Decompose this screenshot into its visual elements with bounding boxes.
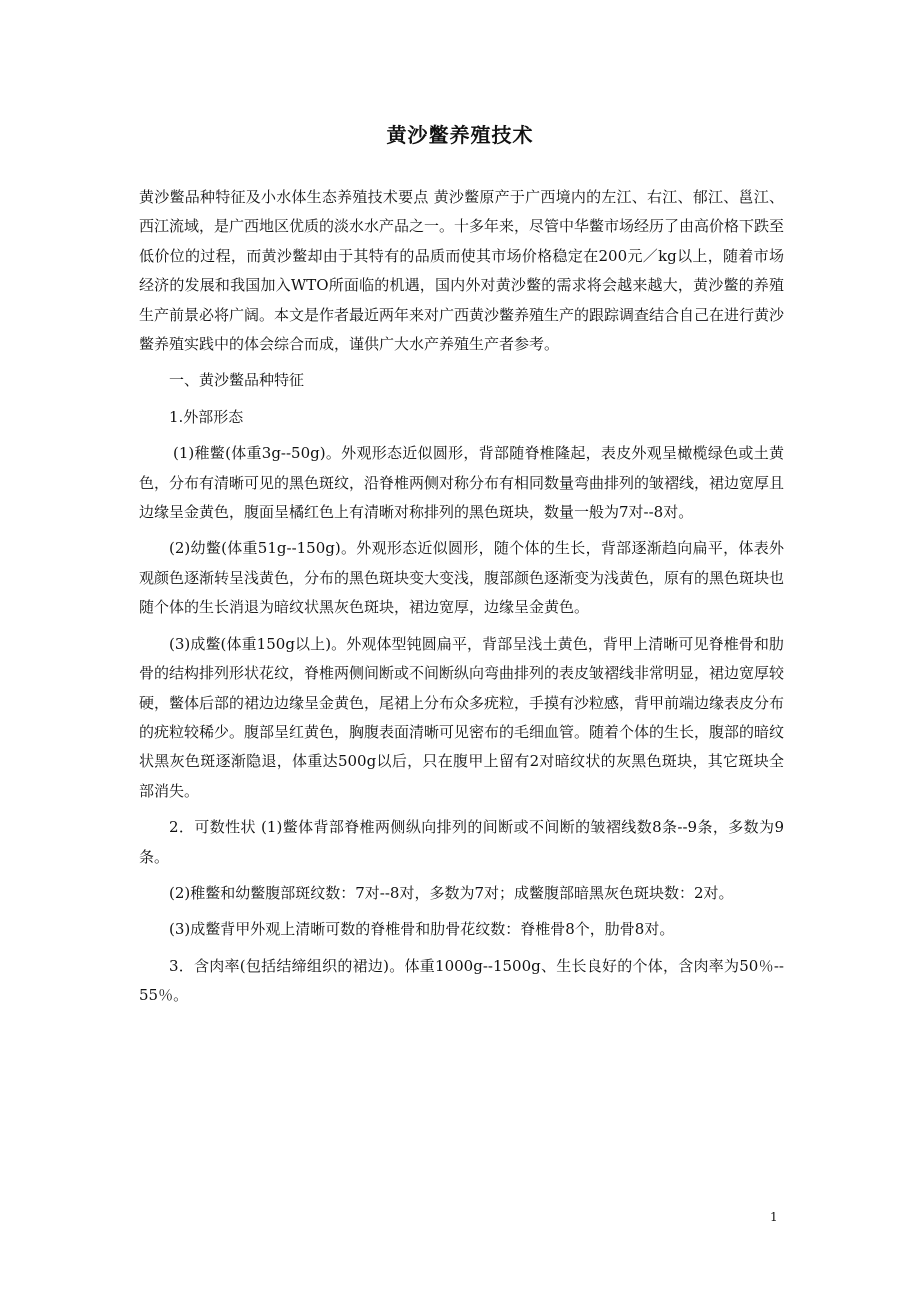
document-body — [139, 183, 784, 1018]
paragraph-meat-rate: 3．含肉率(包括结缔组织的裙边)。体重1000g--1500g、生长良好的个体，含肉率为50％--55％。 — [139, 956, 784, 1005]
paragraph-adult: (3)成鳖(体重150g以上)。外观体型钝圆扁平，背部呈浅土黄色，背甲上清晰可见脊椎骨和肋骨的结构排列形状花纹，脊椎两侧间断或不间断纵向弯曲排列的表皮皱褶线非常明显，裙边宽厚较硬，鳖体后部的裙边边缘呈金黄色，尾裙上分布众多疣粒，手摸有沙粒感，背甲前端边缘表皮分布的疣粒较稀少。腹部呈红黄色，胸腹表面清晰可见密布的毛细血管。随着个体的生长，腹部的暗纹状黑灰色斑逐渐隐退，体重达500g以后，只在腹甲上留有2对暗纹状的灰黑色斑块，其它斑块全部消失。 — [139, 634, 785, 800]
document-title: 黄沙鳖养殖技术 — [386, 123, 534, 147]
intro-paragraph: 黄沙鳖品种特征及小水体生态养殖技术要点 黄沙鳖原产于广西境内的左江、右江、郁江、邕江、西江流域，是广西地区优质的淡水水产品之一。十多年来，尽管中华鳖市场经历了由高价格下跌至低价位的过程，而黄沙鳖却由于其特有的品质而使其市场价格稳定在200元／kg以上，随着市场经济的发展和我国加入WTO所面临的机遇，国内外对黄沙鳖的需求将会越来越大，黄沙鳖的养殖生产前景必将广阔。本文是作者最近两年来对广西黄沙鳖养殖生产的跟踪调查结合自己在进行黄沙鳖养殖实践中的体会综合而成，谨供广大水产养殖生产者参考。 — [139, 188, 785, 354]
paragraph-countable-traits: 2．可数性状 (1)鳖体背部脊椎两侧纵向排列的间断或不间断的皱褶线数8条--9条，多数为9条。 — [139, 818, 784, 866]
section-heading: 一、黄沙鳖品种特征 — [169, 371, 305, 390]
paragraph-young: (2)幼鳖(体重51g--150g)。外观形态近似圆形，随个体的生长，背部逐渐趋向扁平，体表外观颜色逐渐转呈浅黄色，分布的黑色斑块变大变浅，腹部颜色逐渐变为浅黄色，原有的黑色斑块也随个体的生长消退为暗纹状黑灰色斑块，裙边宽厚，边缘呈金黄色。 — [139, 539, 785, 617]
subsection-heading: 1.外部形态 — [169, 407, 244, 426]
page-number: 1 — [770, 1210, 778, 1224]
paragraph-belly-spots: (2)稚鳖和幼鳖腹部斑纹数：7对--8对，多数为7对；成鳖腹部暗黑灰色斑块数：2对。 — [169, 883, 734, 902]
paragraph-shell-pattern: (3)成鳖背甲外观上清晰可数的脊椎骨和肋骨花纹数：脊椎骨8个，肋骨8对。 — [169, 920, 675, 939]
paragraph-juvenile: (1)稚鳖(体重3g--50g)。外观形态近似圆形，背部随脊椎隆起，表皮外观呈橄榄绿色或土黄色，分布有清晰可见的黑色斑纹，沿脊椎两侧对称分布有相同数量弯曲排列的皱褶线，裙边宽厚且边缘呈金黄色，腹面呈橘红色上有清晰对称排列的黑色斑块，数量一般为7对--8对。 — [139, 444, 785, 522]
